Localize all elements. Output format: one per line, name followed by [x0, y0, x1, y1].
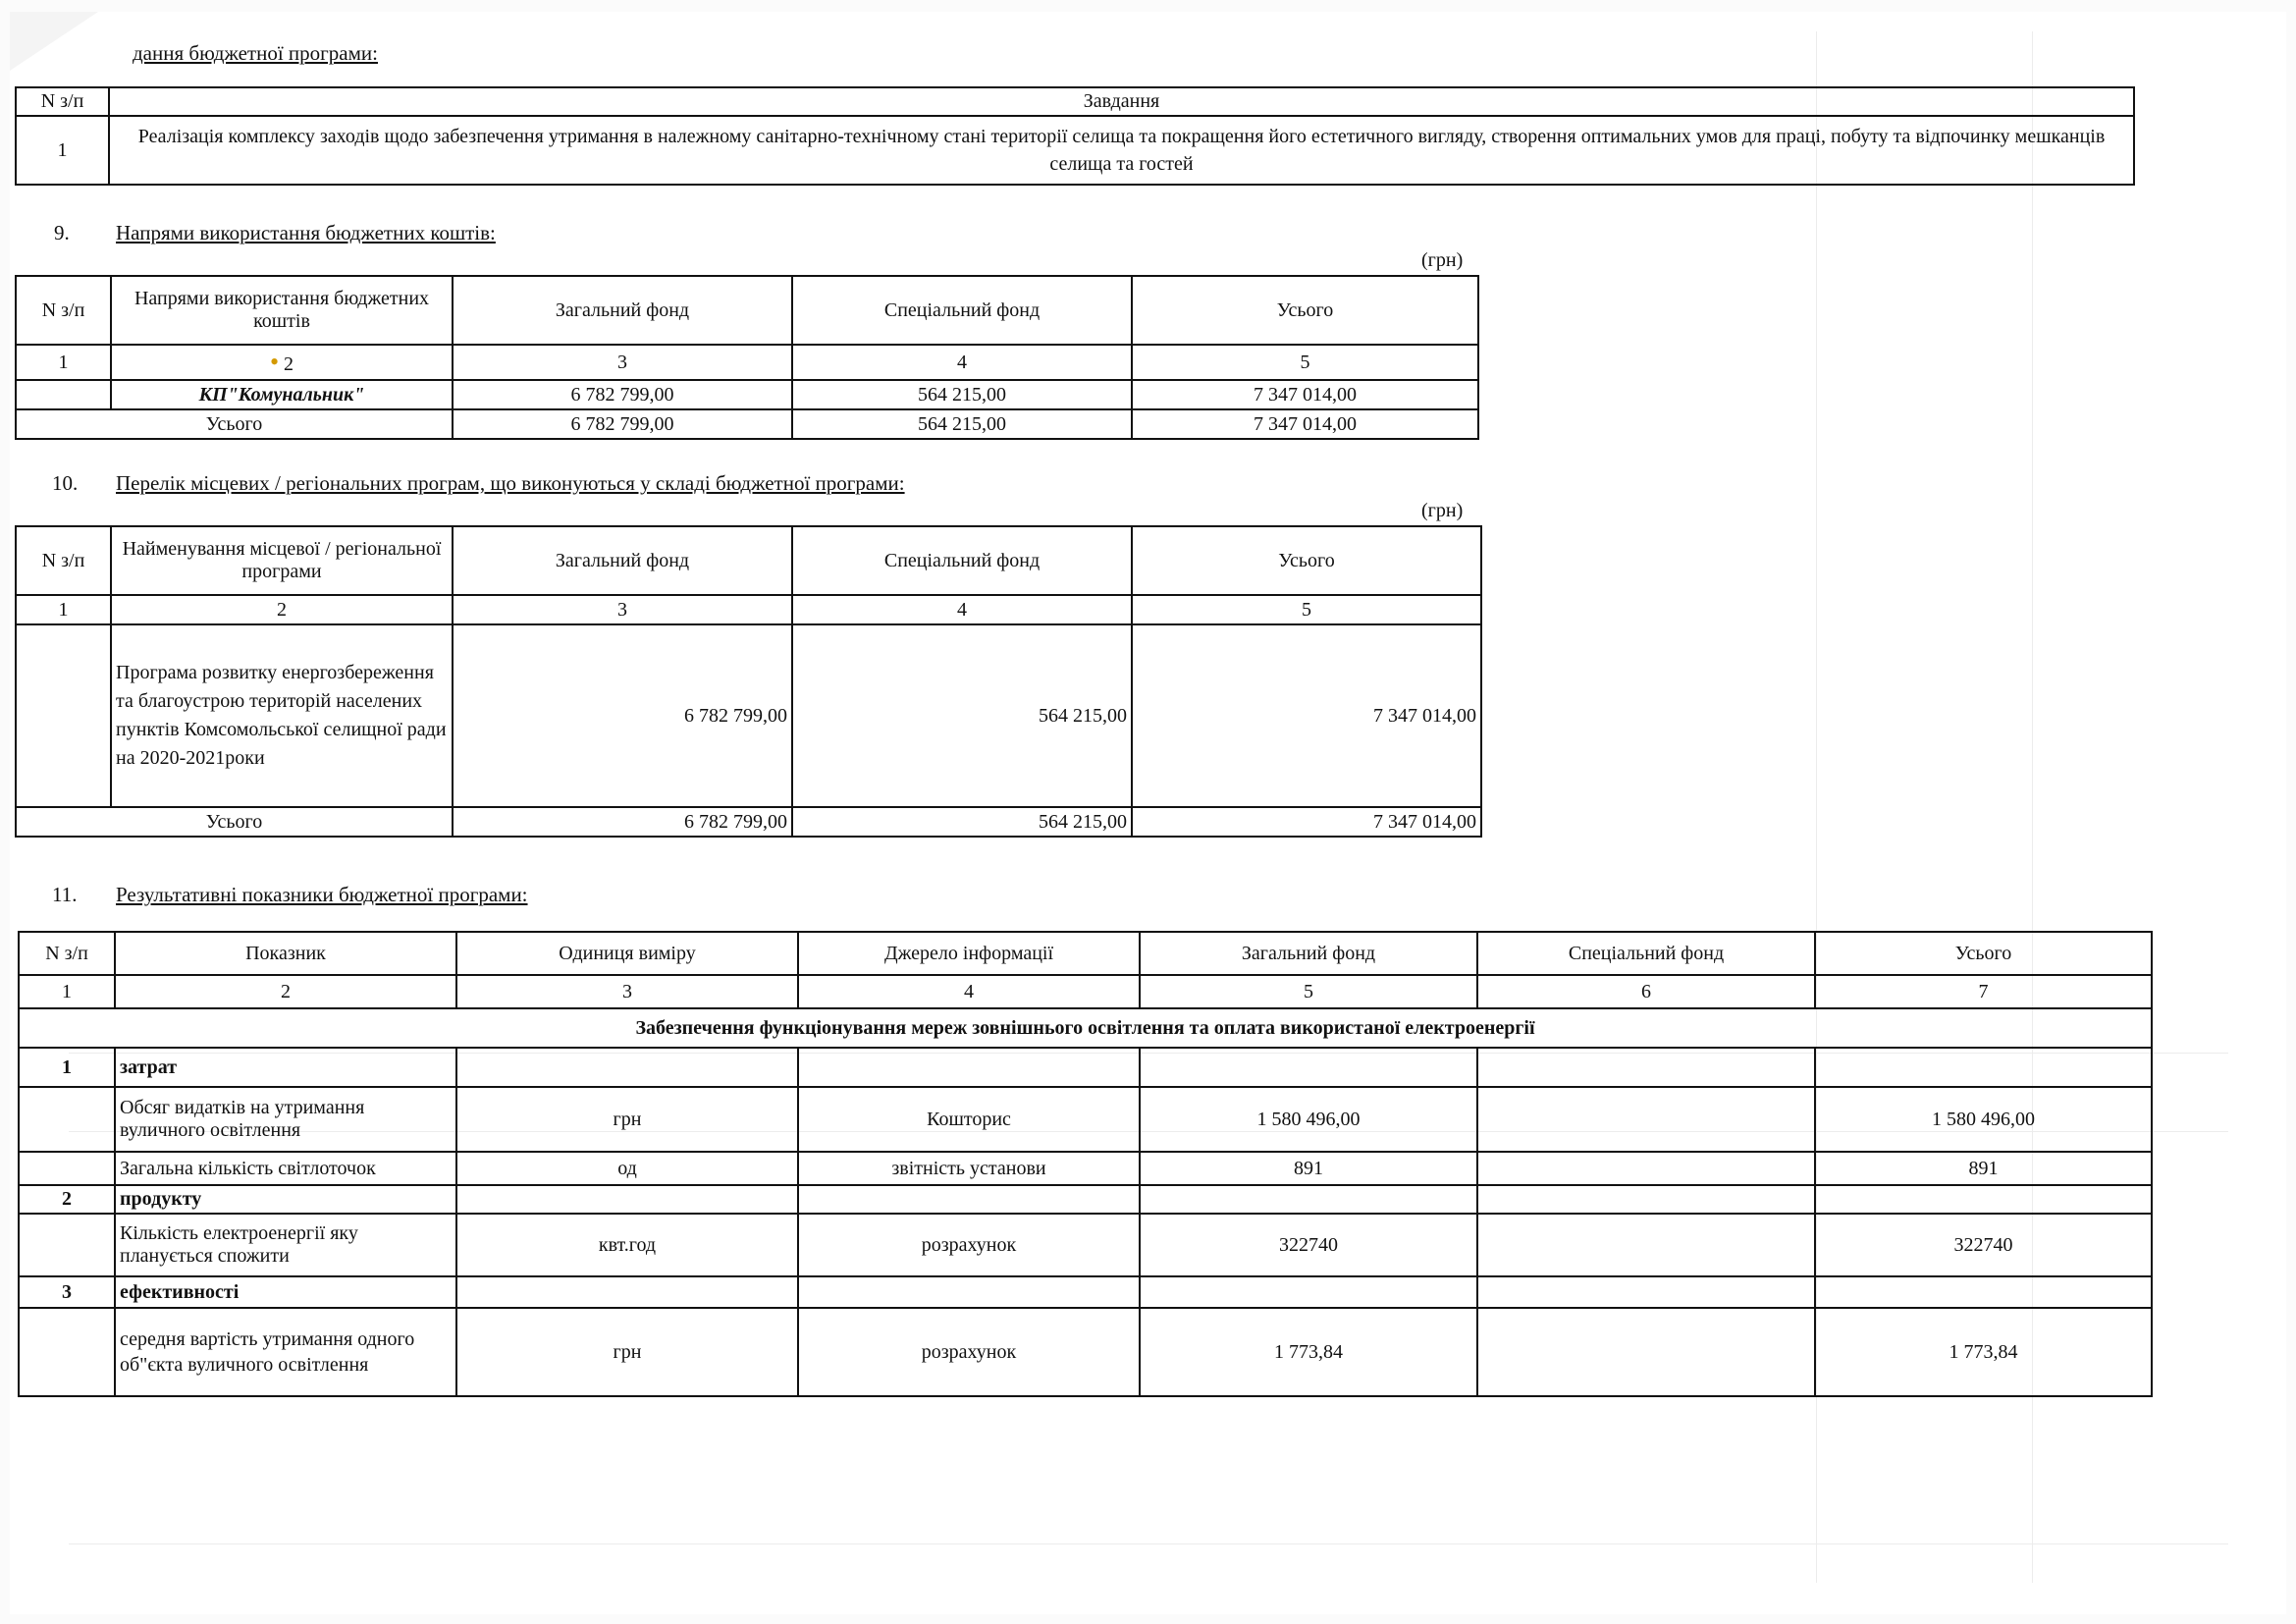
indicator-unit: квт.год [456, 1214, 798, 1276]
col-header-general-fund: Загальний фонд [453, 276, 792, 345]
task-title: Забезпечення функціонування мереж зовнішнього освітлення та оплата використаної електроенергії [19, 1008, 2152, 1048]
index-cell: 2 [115, 975, 456, 1008]
indicator-name: середня вартість утримання одного об"єкта вуличного освітлення [115, 1308, 456, 1396]
total-special-fund: 564 215,00 [792, 807, 1132, 837]
empty-cell [1140, 1185, 1477, 1214]
indicator-total: 1 580 496,00 [1815, 1087, 2152, 1152]
empty-cell [1477, 1276, 1815, 1308]
cell-task-text: Реалізація комплексу заходів щодо забезпечення утримання в належному санітарно-технічному стані території селища та покращення його естетичного вигляду, створення оптимальних умов для праці, побуту та відпочинку мешканців селища та гостей [109, 116, 2134, 185]
index-cell: 3 [453, 595, 792, 624]
index-cell: 1 [16, 345, 111, 380]
table-header-row [19, 932, 2152, 975]
table-row [16, 380, 1478, 409]
cell-general-fund: 6 782 799,00 [453, 380, 792, 409]
index-row [16, 595, 1481, 624]
section-10-number: 10. [52, 471, 79, 495]
empty-cell [19, 1214, 115, 1276]
col-header-number: N з/п [16, 526, 111, 595]
indicator-row [19, 1214, 2152, 1276]
total-all: 7 347 014,00 [1132, 409, 1478, 439]
indicator-source: Кошторис [798, 1087, 1140, 1152]
total-all: 7 347 014,00 [1132, 807, 1481, 837]
index-cell: 1 [19, 975, 115, 1008]
empty-cell [798, 1048, 1140, 1087]
section-10-unit: (грн) [1421, 500, 1464, 521]
indicator-special-fund [1477, 1214, 1815, 1276]
group-row [19, 1185, 2152, 1214]
empty-cell [1815, 1048, 2152, 1087]
indicator-unit: грн [456, 1308, 798, 1396]
section-8-title: дання бюджетної програми: [133, 41, 378, 65]
scanned-page [10, 12, 2286, 1614]
col-header-total: Усього [1815, 932, 2152, 975]
cell-direction-name: КП"Комунальник" [111, 380, 453, 409]
cell-number [16, 624, 111, 807]
group-row [19, 1276, 2152, 1308]
col-header-source: Джерело інформації [798, 932, 1140, 975]
col-header-direction: Напрями використання бюджетних коштів [111, 276, 453, 345]
stray-mark-icon: • [269, 348, 280, 376]
col-header-total: Усього [1132, 526, 1481, 595]
index-cell: 4 [792, 345, 1132, 380]
indicator-row [19, 1087, 2152, 1152]
empty-cell [1140, 1276, 1477, 1308]
group-number: 2 [19, 1185, 115, 1214]
empty-cell [1140, 1048, 1477, 1087]
empty-cell [798, 1185, 1140, 1214]
empty-cell [19, 1087, 115, 1152]
total-special-fund: 564 215,00 [792, 409, 1132, 439]
cell-special-fund: 564 215,00 [792, 380, 1132, 409]
indicator-name: Загальна кількість світлоточок [115, 1152, 456, 1185]
total-row [16, 409, 1478, 439]
performance-indicators-table [18, 931, 2153, 1397]
empty-cell [1815, 1185, 2152, 1214]
table-header-row [16, 526, 1481, 595]
index-cell: 4 [798, 975, 1140, 1008]
section-9-number: 9. [54, 221, 70, 244]
index-cell: 2 [111, 595, 453, 624]
indicator-unit: грн [456, 1087, 798, 1152]
cell-program-name: Програма розвитку енергозбереження та благоустрою територій населених пунктів Комсомольської селищної ради на 2020-2021роки [111, 624, 453, 807]
col-header-number: N з/п [16, 276, 111, 345]
index-cell: 1 [16, 595, 111, 624]
cell-number: 1 [16, 116, 109, 185]
indicator-general-fund: 1 773,84 [1140, 1308, 1477, 1396]
empty-cell [1477, 1048, 1815, 1087]
empty-cell [1477, 1185, 1815, 1214]
cell-number [16, 380, 111, 409]
cell-general-fund: 6 782 799,00 [453, 624, 792, 807]
index-cell: 4 [792, 595, 1132, 624]
indicator-source: розрахунок [798, 1308, 1140, 1396]
section-9-title: Напрями використання бюджетних коштів: [116, 221, 496, 244]
total-general-fund: 6 782 799,00 [453, 807, 792, 837]
index-row [16, 345, 1478, 380]
group-number: 3 [19, 1276, 115, 1308]
cell-special-fund: 564 215,00 [792, 624, 1132, 807]
section-11-title: Результативні показники бюджетної програми: [116, 883, 528, 906]
indicator-special-fund [1477, 1087, 1815, 1152]
indicator-total: 322740 [1815, 1214, 2152, 1276]
cell-total: 7 347 014,00 [1132, 624, 1481, 807]
index-cell: 5 [1132, 595, 1481, 624]
indicator-name: Кількість електроенергії яку планується спожити [115, 1214, 456, 1276]
index-cell: 3 [456, 975, 798, 1008]
page-corner-fold [10, 12, 98, 71]
tasks-table [15, 86, 2135, 186]
col-header-special-fund: Спеціальний фонд [792, 276, 1132, 345]
group-name: затрат [115, 1048, 456, 1087]
indicator-special-fund [1477, 1152, 1815, 1185]
empty-cell [19, 1308, 115, 1396]
index-row [19, 975, 2152, 1008]
empty-cell [456, 1276, 798, 1308]
col-header-total: Усього [1132, 276, 1478, 345]
empty-cell [19, 1152, 115, 1185]
col-header-special-fund: Спеціальний фонд [1477, 932, 1815, 975]
cell-total: 7 347 014,00 [1132, 380, 1478, 409]
table-row [16, 116, 2134, 185]
total-label: Усього [16, 409, 453, 439]
section-9-unit: (грн) [1421, 249, 1464, 271]
indicator-row [19, 1308, 2152, 1396]
index-cell [111, 345, 453, 380]
section-10-title: Перелік місцевих / регіональних програм, що виконуються у складі бюджетної програми: [116, 471, 905, 495]
col-header-number: N з/п [16, 87, 109, 116]
indicator-total: 891 [1815, 1152, 2152, 1185]
index-cell: 7 [1815, 975, 2152, 1008]
index-value: 2 [284, 353, 294, 375]
indicator-source: звітність установи [798, 1152, 1140, 1185]
group-number: 1 [19, 1048, 115, 1087]
empty-cell [456, 1048, 798, 1087]
indicator-source: розрахунок [798, 1214, 1140, 1276]
table-header-row [16, 87, 2134, 116]
empty-cell [798, 1276, 1140, 1308]
group-row [19, 1048, 2152, 1087]
col-header-general-fund: Загальний фонд [1140, 932, 1477, 975]
col-header-number: N з/п [19, 932, 115, 975]
indicator-general-fund: 1 580 496,00 [1140, 1087, 1477, 1152]
col-header-unit: Одиниця виміру [456, 932, 798, 975]
indicator-name: Обсяг видатків на утримання вуличного освітлення [115, 1087, 456, 1152]
empty-cell [456, 1185, 798, 1214]
index-cell: 6 [1477, 975, 1815, 1008]
col-header-task: Завдання [109, 87, 2134, 116]
table-row [16, 624, 1481, 807]
section-11-number: 11. [52, 883, 78, 906]
indicator-special-fund [1477, 1308, 1815, 1396]
index-cell: 5 [1140, 975, 1477, 1008]
total-row [16, 807, 1481, 837]
local-programs-table [15, 525, 1482, 838]
total-general-fund: 6 782 799,00 [453, 409, 792, 439]
index-cell: 5 [1132, 345, 1478, 380]
total-label: Усього [16, 807, 453, 837]
col-header-indicator: Показник [115, 932, 456, 975]
empty-cell [1815, 1276, 2152, 1308]
indicator-general-fund: 891 [1140, 1152, 1477, 1185]
col-header-general-fund: Загальний фонд [453, 526, 792, 595]
col-header-program-name: Найменування місцевої / регіональної програми [111, 526, 453, 595]
group-name: продукту [115, 1185, 456, 1214]
group-name: ефективності [115, 1276, 456, 1308]
index-cell: 3 [453, 345, 792, 380]
task-title-row [19, 1008, 2152, 1048]
indicator-total: 1 773,84 [1815, 1308, 2152, 1396]
show-through-line [69, 1543, 2228, 1544]
indicator-row [19, 1152, 2152, 1185]
indicator-general-fund: 322740 [1140, 1214, 1477, 1276]
col-header-special-fund: Спеціальний фонд [792, 526, 1132, 595]
table-header-row [16, 276, 1478, 345]
indicator-unit: од [456, 1152, 798, 1185]
budget-directions-table [15, 275, 1479, 440]
